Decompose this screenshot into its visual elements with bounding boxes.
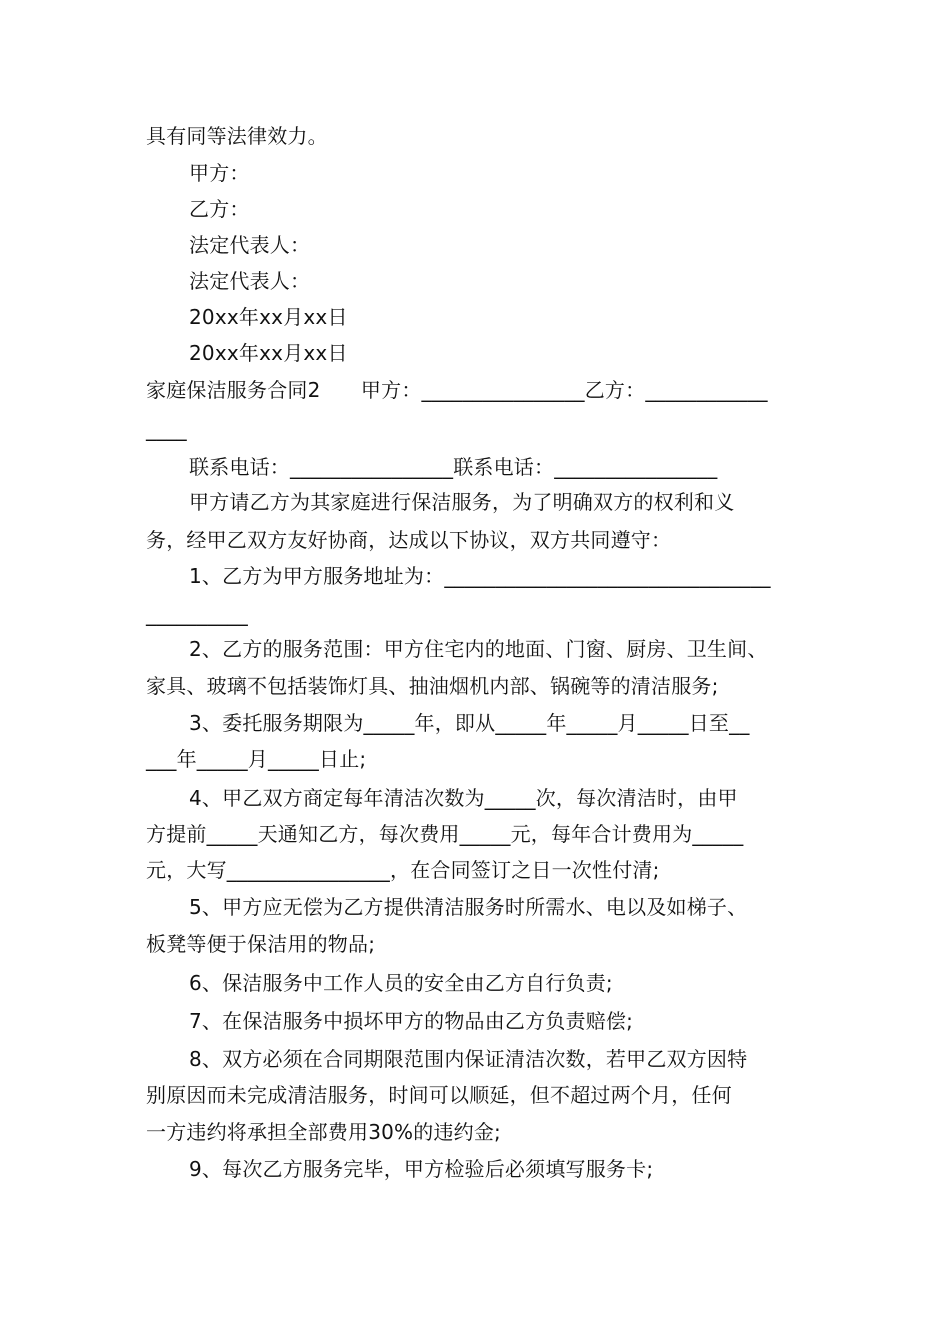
text-line: 乙方： bbox=[189, 197, 250, 221]
text-line: __________ bbox=[146, 602, 248, 626]
clause-3: 3、委托服务期限为_____年，即从_____年_____月_____日至__ bbox=[189, 711, 750, 735]
text-line: 法定代表人： bbox=[189, 269, 311, 293]
clause-7: 7、在保洁服务中损坏甲方的物品由乙方负责赔偿; bbox=[189, 1009, 634, 1033]
text-line: 甲方请乙方为其家庭进行保洁服务，为了明确双方的权利和义 bbox=[189, 490, 735, 514]
contract-heading-line: 家庭保洁服务合同2 甲方：________________乙方：____________ bbox=[146, 378, 768, 402]
text-line: ___年_____月_____日止; bbox=[146, 747, 367, 771]
text-line: 元，大写________________，在合同签订之日一次性付清; bbox=[146, 858, 660, 882]
clause-5: 5、甲方应无偿为乙方提供清洁服务时所需水、电以及如梯子、 bbox=[189, 895, 748, 919]
clause-4: 4、甲乙双方商定每年清洁次数为_____次，每次清洁时，由甲 bbox=[189, 786, 738, 810]
text-line: 家具、玻璃不包括装饰灯具、抽油烟机内部、锅碗等的清洁服务; bbox=[146, 674, 719, 698]
text-line: ____ bbox=[146, 417, 187, 441]
text-line: 务，经甲乙双方友好协商，达成以下协议，双方共同遵守： bbox=[146, 528, 672, 552]
date-line: 20xx年xx月xx日 bbox=[189, 305, 348, 329]
text-line: 一方违约将承担全部费用30%的违约金; bbox=[146, 1120, 501, 1144]
text-line: 法定代表人： bbox=[189, 233, 311, 257]
text-line: 具有同等法律效力。 bbox=[146, 124, 328, 148]
clause-6: 6、保洁服务中工作人员的安全由乙方自行负责; bbox=[189, 971, 613, 995]
text-line: 别原因而未完成清洁服务，时间可以顺延，但不超过两个月，任何 bbox=[146, 1083, 732, 1107]
clause-8: 8、双方必须在合同期限范围内保证清洁次数，若甲乙双方因特 bbox=[189, 1047, 748, 1071]
text-line: 甲方： bbox=[189, 161, 250, 185]
date-line: 20xx年xx月xx日 bbox=[189, 341, 348, 365]
text-line: 方提前_____天通知乙方，每次费用_____元，每年合计费用为_____ bbox=[146, 822, 744, 846]
clause-9: 9、每次乙方服务完毕，甲方检验后必须填写服务卡; bbox=[189, 1157, 654, 1181]
clause-1: 1、乙方为甲方服务地址为：________________________________ bbox=[189, 564, 771, 588]
clause-2: 2、乙方的服务范围：甲方住宅内的地面、门窗、厨房、卫生间、 bbox=[189, 637, 768, 661]
phone-line: 联系电话：________________联系电话：________________ bbox=[189, 455, 718, 479]
text-line: 板凳等便于保洁用的物品; bbox=[146, 932, 376, 956]
